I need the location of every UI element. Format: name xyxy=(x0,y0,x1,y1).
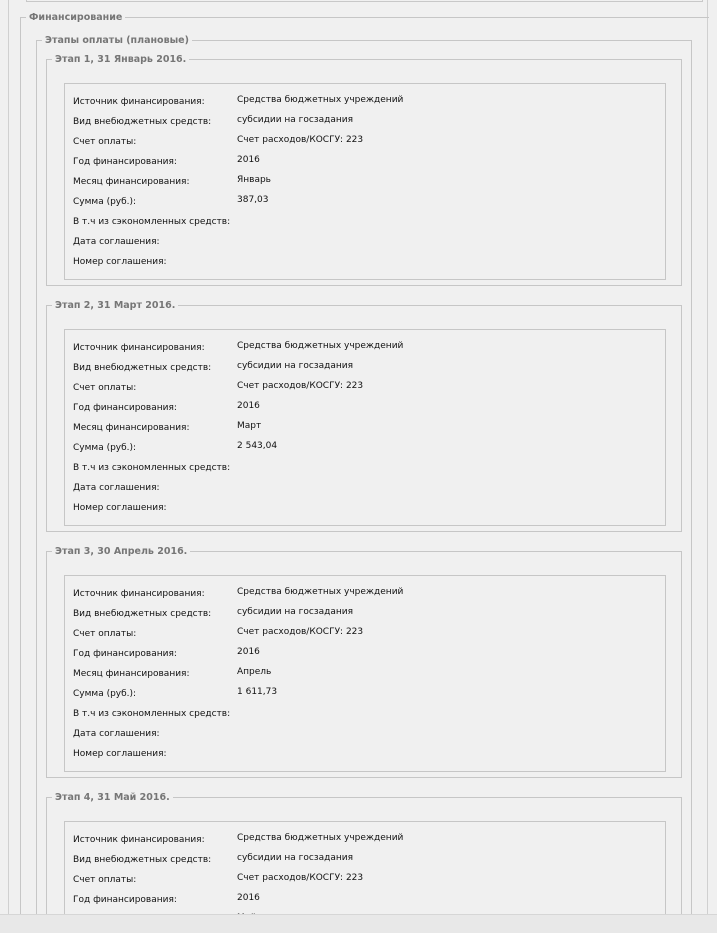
extra-type-row xyxy=(73,853,663,867)
savings-label: В т.ч из сэкономленных средств: xyxy=(73,217,231,227)
stage-legend: Этап 4, 31 Май 2016. xyxy=(55,792,170,803)
year-row xyxy=(73,893,663,907)
savings-label: В т.ч из сэкономленных средств: xyxy=(73,709,231,719)
year-label: Год финансирования: xyxy=(73,157,177,167)
amount-row xyxy=(73,441,663,455)
source-value: Средства бюджетных учреждений xyxy=(237,341,404,351)
amount-value: 387,03 xyxy=(237,195,269,205)
agreement-date-label: Дата соглашения: xyxy=(73,483,160,493)
month-label: Месяц финансирования: xyxy=(73,669,190,679)
extra-type-label: Вид внебюджетных средств: xyxy=(73,117,212,127)
month-value: Январь xyxy=(237,175,271,185)
amount-value: 1 611,73 xyxy=(237,687,278,697)
bottom-scroll-bar[interactable] xyxy=(0,914,717,933)
account-row xyxy=(73,135,663,149)
account-label: Счет оплаты: xyxy=(73,629,137,639)
agreement-date-row xyxy=(73,235,663,249)
payment-stages-legend: Этапы оплаты (плановые) xyxy=(45,35,189,46)
year-label: Год финансирования: xyxy=(73,649,177,659)
amount-value: 2 543,04 xyxy=(237,441,278,451)
extra-type-row xyxy=(73,361,663,375)
stage-details xyxy=(64,575,666,772)
agreement-number-row xyxy=(73,501,663,515)
year-value: 2016 xyxy=(237,647,260,657)
account-row xyxy=(73,381,663,395)
source-value: Средства бюджетных учреждений xyxy=(237,587,404,597)
agreement-date-row xyxy=(73,481,663,495)
financing-legend: Финансирование xyxy=(29,12,123,23)
stage-details xyxy=(64,83,666,280)
amount-label: Сумма (руб.): xyxy=(73,197,137,207)
source-value: Средства бюджетных учреждений xyxy=(237,833,404,843)
savings-row xyxy=(73,461,663,475)
month-row xyxy=(73,421,663,435)
year-value: 2016 xyxy=(237,893,260,903)
account-label: Счет оплаты: xyxy=(73,383,137,393)
source-label: Источник финансирования: xyxy=(73,97,205,107)
account-value: Счет расходов/КОСГУ: 223 xyxy=(237,873,364,883)
month-value: Март xyxy=(237,421,262,431)
agreement-date-label: Дата соглашения: xyxy=(73,729,160,739)
account-value: Счет расходов/КОСГУ: 223 xyxy=(237,381,364,391)
source-row xyxy=(73,95,663,109)
amount-label: Сумма (руб.): xyxy=(73,689,137,699)
year-row xyxy=(73,401,663,415)
source-label: Источник финансирования: xyxy=(73,835,205,845)
source-label: Источник финансирования: xyxy=(73,589,205,599)
extra-type-label: Вид внебюджетных средств: xyxy=(73,855,212,865)
agreement-date-row xyxy=(73,727,663,741)
extra-type-value: субсидии на госзадания xyxy=(237,361,354,371)
month-row xyxy=(73,667,663,681)
savings-label: В т.ч из сэкономленных средств: xyxy=(73,463,231,473)
agreement-number-row xyxy=(73,255,663,269)
agreement-date-label: Дата соглашения: xyxy=(73,237,160,247)
month-value: Апрель xyxy=(237,667,272,677)
stage-2 xyxy=(46,300,682,532)
source-label: Источник финансирования: xyxy=(73,343,205,353)
month-label: Месяц финансирования: xyxy=(73,177,190,187)
agreement-number-row xyxy=(73,747,663,761)
savings-row xyxy=(73,215,663,229)
source-value: Средства бюджетных учреждений xyxy=(237,95,404,105)
agreement-number-label: Номер соглашения: xyxy=(73,749,167,759)
account-value: Счет расходов/КОСГУ: 223 xyxy=(237,627,364,637)
stage-3 xyxy=(46,546,682,778)
month-label: Месяц финансирования: xyxy=(73,423,190,433)
agreement-number-label: Номер соглашения: xyxy=(73,257,167,267)
extra-type-value: субсидии на госзадания xyxy=(237,607,354,617)
left-border-line xyxy=(8,0,9,933)
year-label: Год финансирования: xyxy=(73,403,177,413)
extra-type-value: субсидии на госзадания xyxy=(237,853,354,863)
stage-1 xyxy=(46,54,682,286)
year-label: Год финансирования: xyxy=(73,895,177,905)
year-row xyxy=(73,647,663,661)
extra-type-row xyxy=(73,607,663,621)
stage-legend: Этап 3, 30 Апрель 2016. xyxy=(55,546,188,557)
extra-type-label: Вид внебюджетных средств: xyxy=(73,363,212,373)
source-row xyxy=(73,587,663,601)
extra-type-label: Вид внебюджетных средств: xyxy=(73,609,212,619)
extra-type-row xyxy=(73,115,663,129)
source-row xyxy=(73,833,663,847)
extra-type-value: субсидии на госзадания xyxy=(237,115,354,125)
amount-label: Сумма (руб.): xyxy=(73,443,137,453)
amount-row xyxy=(73,195,663,209)
savings-row xyxy=(73,707,663,721)
account-label: Счет оплаты: xyxy=(73,137,137,147)
previous-section-bottom xyxy=(26,0,703,2)
account-value: Счет расходов/КОСГУ: 223 xyxy=(237,135,364,145)
year-row xyxy=(73,155,663,169)
account-label: Счет оплаты: xyxy=(73,875,137,885)
account-row xyxy=(73,873,663,887)
stage-legend: Этап 1, 31 Январь 2016. xyxy=(55,54,187,65)
source-row xyxy=(73,341,663,355)
amount-row xyxy=(73,687,663,701)
account-row xyxy=(73,627,663,641)
stage-4 xyxy=(46,792,682,933)
stage-details xyxy=(64,329,666,526)
year-value: 2016 xyxy=(237,401,260,411)
year-value: 2016 xyxy=(237,155,260,165)
stage-legend: Этап 2, 31 Март 2016. xyxy=(55,300,176,311)
month-row xyxy=(73,175,663,189)
agreement-number-label: Номер соглашения: xyxy=(73,503,167,513)
